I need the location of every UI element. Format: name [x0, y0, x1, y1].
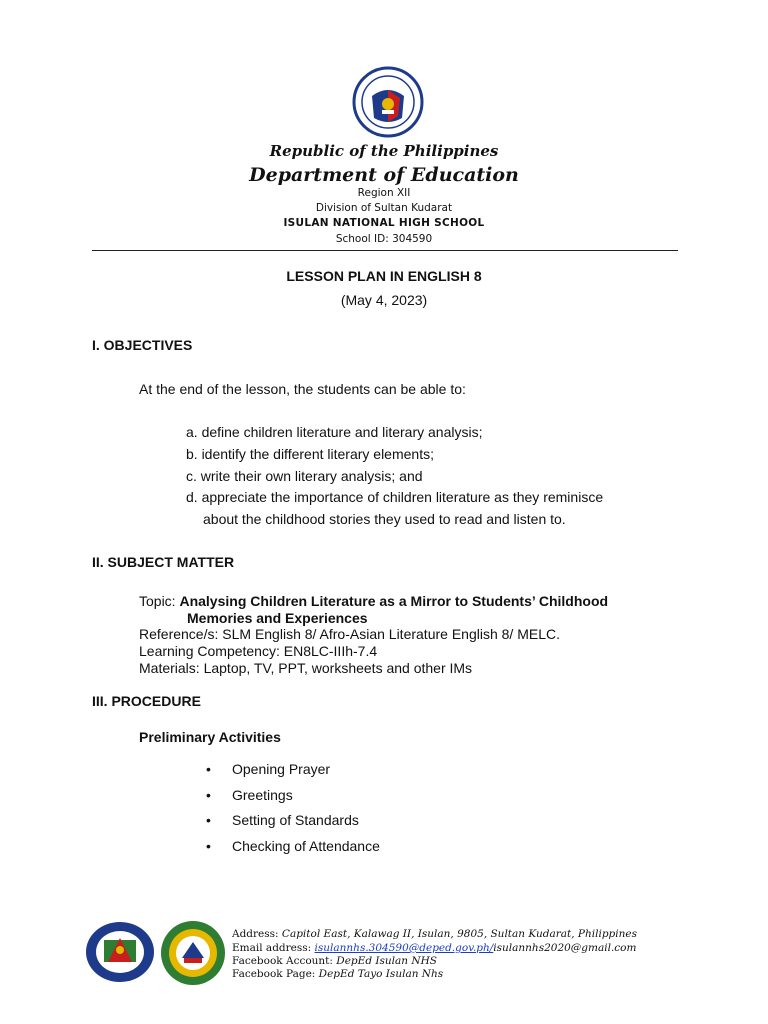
list-item	[206, 761, 330, 777]
footer-email: Email address: isulannhs.304590@deped.gov.ph/isulannhs2020@gmail.com	[232, 942, 637, 954]
list-item	[206, 838, 380, 854]
materials-line: Materials: Laptop, TV, PPT, worksheets and other IMs	[139, 660, 473, 676]
lesson-plan-title: LESSON PLAN IN ENGLISH 8	[286, 268, 482, 284]
division-seal-icon	[84, 920, 156, 984]
objectives-heading: I. OBJECTIVES	[92, 337, 193, 353]
header-divider	[92, 250, 678, 251]
bullet-icon: •	[206, 838, 211, 854]
objective-item-continuation: about the childhood stories they used to read and listen to.	[203, 511, 566, 527]
preliminary-heading: Preliminary Activities	[139, 729, 281, 745]
school-seal-icon	[160, 920, 226, 986]
department-heading: Department of Education	[249, 164, 519, 186]
school-name: ISULAN NATIONAL HIGH SCHOOL	[283, 217, 485, 229]
topic-line	[139, 593, 608, 609]
subject-matter-heading: II. SUBJECT MATTER	[92, 554, 235, 570]
list-item-text: Setting of Standards	[232, 812, 359, 828]
objective-item: d. appreciate the importance of children literature as they reminisce	[186, 489, 604, 505]
objectives-intro: At the end of the lesson, the students can be able to:	[139, 381, 466, 397]
bullet-icon: •	[206, 812, 211, 828]
competency-line: Learning Competency: EN8LC-IIIh-7.4	[139, 643, 378, 659]
division-text: Division of Sultan Kudarat	[315, 202, 453, 214]
list-item-text: Greetings	[232, 787, 293, 803]
topic-value: Analysing Children Literature as a Mirror to Students’ Childhood	[179, 593, 609, 609]
bullet-icon: •	[206, 787, 211, 803]
lesson-plan-date: (May 4, 2023)	[340, 292, 428, 308]
bullet-icon: •	[206, 761, 211, 777]
list-item	[206, 812, 359, 828]
list-item-text: Opening Prayer	[232, 761, 331, 777]
objective-item: a. define children literature and literary analysis;	[186, 424, 483, 440]
footer-facebook-page: Facebook Page: DepEd Tayo Isulan Nhs	[232, 968, 444, 980]
email-link[interactable]: isulannhs.304590@deped.gov.ph/	[314, 942, 494, 954]
footer-address: Address: Capitol East, Kalawag II, Isulan, 9805, Sultan Kudarat, Philippines	[232, 928, 637, 940]
list-item-text: Checking of Attendance	[232, 838, 380, 854]
procedure-heading: III. PROCEDURE	[92, 693, 201, 709]
region-text: Region XII	[357, 187, 411, 199]
objective-item: c. write their own literary analysis; and	[186, 468, 423, 484]
topic-label: Topic:	[139, 593, 176, 609]
republic-heading: Republic of the Philippines	[269, 142, 499, 160]
list-item	[206, 787, 293, 803]
topic-value-continuation: Memories and Experiences	[187, 610, 368, 626]
footer-facebook-account: Facebook Account: DepEd Isulan NHS	[232, 955, 437, 967]
objective-item: b. identify the different literary elements;	[186, 446, 434, 462]
reference-line: Reference/s: SLM English 8/ Afro-Asian Literature English 8/ MELC.	[139, 626, 560, 642]
school-id: School ID: 304590	[335, 233, 433, 245]
deped-seal-icon	[352, 66, 424, 138]
